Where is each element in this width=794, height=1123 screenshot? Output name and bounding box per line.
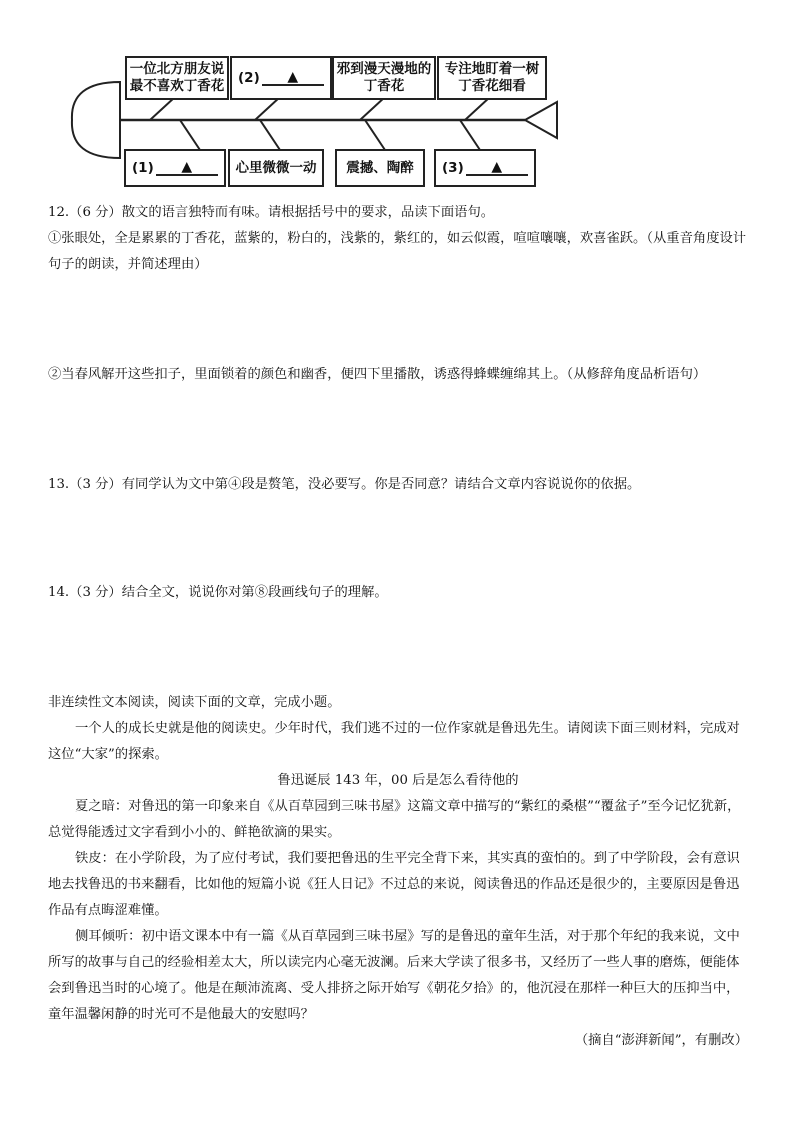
- question-13: [48, 472, 748, 498]
- top-box-4-line-1: 专注地盯着一树: [444, 61, 540, 77]
- blank-label-1: (1): [132, 159, 154, 176]
- question-12: [48, 200, 748, 278]
- top-box-1-line-2: 最不喜欢丁香花: [129, 78, 225, 94]
- section-intro: 一个人的成长史就是他的阅读史。少年时代，我们逃不过的一位作家就是鲁迅先生。请阅读下面三则材料，完成对这位“大家”的探索。: [48, 721, 740, 762]
- top-box-3-line-2: 丁香花: [363, 78, 405, 94]
- blank-label-2: (2): [238, 69, 260, 86]
- question-12-item-1: ①张眼处，全是累累的丁香花，蓝紫的，粉白的，浅紫的，紫红的，如云似霞，喧喧嚷嚷，欢喜雀跃。（从重音角度设计句子的朗读，并简述理由）: [48, 231, 747, 272]
- triangle-icon: ▲: [181, 159, 193, 175]
- answer-blank-3[interactable]: [466, 160, 528, 176]
- article-paragraph-3: 侧耳倾听：初中语文课本中有一篇《从百草园到三味书屋》写的是鲁迅的童年生活，对于那个年纪的我来说，文中所写的故事与自己的经验相差太大，所以读完内心毫无波澜。后来大学读了很多书，又经历了一些人事的磨炼，便能体会到鲁迅当时的心境了。他是在颠沛流离、受人排挤之际开始写《朝花夕拾》的，他沉浸在那样一种巨大的压抑当中，童年温馨闲静的时光可不是他最大的安慰吗？: [48, 929, 740, 1022]
- top-box-1-line-1: 一位北方朋友说: [129, 61, 225, 77]
- question-12-part-2: [48, 362, 748, 388]
- section-title: 非连续性文本阅读，阅读下面的文章，完成小题。: [48, 695, 341, 710]
- article-source: （摘自“澎湃新闻”，有删改）: [574, 1033, 748, 1048]
- triangle-icon: ▲: [287, 69, 299, 85]
- top-box-2: [230, 56, 332, 100]
- question-12-item-2: ②当春风解开这些扣子，里面锁着的颜色和幽香，便四下里播散，诱惑得蜂蝶缠绵其上。（从修辞角度品析语句）: [48, 367, 707, 382]
- top-box-3-line-1: 邪到漫天漫地的: [336, 61, 432, 77]
- question-14: [48, 580, 748, 606]
- top-box-4: [437, 56, 547, 100]
- fish-tail-shape: [525, 102, 557, 138]
- question-13-stem: 13.（3 分）有同学认为文中第④段是赘笔，没必要写。你是否同意？请结合文章内容说说你的依据。: [48, 477, 641, 492]
- bottom-box-4: [434, 149, 536, 187]
- top-box-3: [332, 56, 436, 100]
- question-12-stem: 12.（6 分）散文的语言独特而有味。请根据括号中的要求，品读下面语句。: [48, 205, 495, 220]
- bottom-box-1: [124, 149, 226, 187]
- article-title: 鲁迅诞辰 143 年，00 后是怎么看待他的: [277, 773, 519, 788]
- top-box-1: [125, 56, 229, 100]
- bottom-box-2: [228, 149, 324, 187]
- top-box-4-line-2: 丁香花细看: [458, 78, 526, 94]
- triangle-icon: ▲: [491, 159, 503, 175]
- bottom-box-3: [335, 149, 425, 187]
- question-14-stem: 14.（3 分）结合全文，说说你对第⑧段画线句子的理解。: [48, 585, 388, 600]
- answer-blank-2[interactable]: [262, 70, 324, 86]
- fish-head-shape: [72, 82, 120, 158]
- blank-label-3: (3): [442, 159, 464, 176]
- reading-section: [48, 690, 748, 1054]
- article-paragraph-1: 夏之暗：对鲁迅的第一印象来自《从百草园到三味书屋》这篇文章中描写的“紫红的桑椹”“覆盆子”至今记忆犹新，总觉得能透过文字看到小小的、鲜艳欲滴的果实。: [48, 799, 741, 840]
- answer-blank-1[interactable]: [156, 160, 218, 176]
- article-paragraph-2: 铁皮：在小学阶段，为了应付考试，我们要把鲁迅的生平完全背下来，其实真的蛮怕的。到了中学阶段，会有意识地去找鲁迅的书来翻看，比如他的短篇小说《狂人日记》不过总的来说，阅读鲁迅的作品还是很少的，主要原因是鲁迅作品有点晦涩难懂。: [48, 851, 740, 918]
- bottom-box-3-text: 震撼、陶醉: [346, 159, 414, 176]
- bottom-box-2-text: 心里微微一动: [235, 159, 317, 176]
